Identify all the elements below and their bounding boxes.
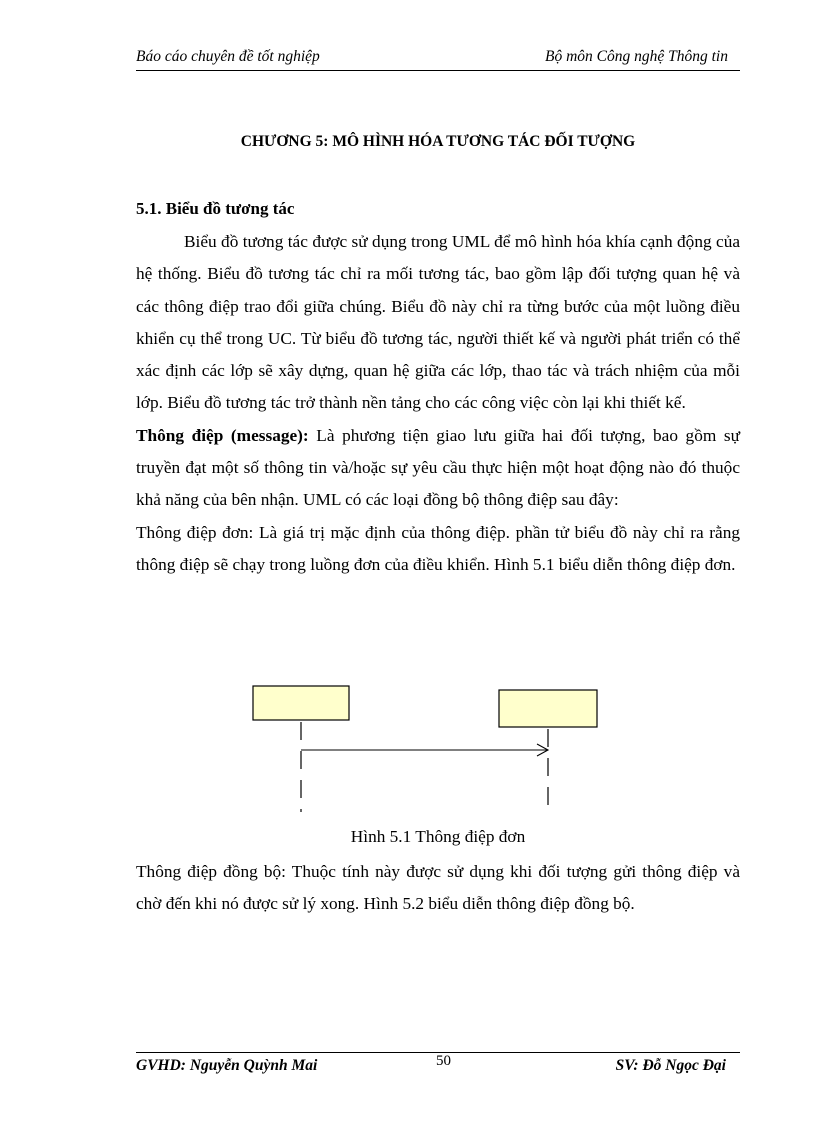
object-box-right	[499, 690, 597, 727]
arrow-head	[537, 744, 548, 756]
footer-left: GVHD: Nguyễn Quỳnh Mai	[136, 1057, 318, 1074]
message-term: Thông điệp (message):	[136, 425, 309, 445]
header-right: Bộ môn Công nghệ Thông tin	[545, 48, 728, 65]
page-number: 50	[436, 1053, 451, 1069]
sync-message-paragraph: Thông điệp đồng bộ: Thuộc tính này được sử dụng khi đối tượng gửi thông điệp và chờ đến khi nó được sử lý xong. Hình 5.2 biểu diễn thông điệp đồng bộ.	[136, 862, 740, 914]
message-paragraph	[136, 420, 740, 517]
page-footer	[136, 1052, 740, 1077]
object-box-left	[253, 686, 349, 720]
intro-paragraph: Biểu đồ tương tác được sử dụng trong UML để mô hình hóa khía cạnh động của hệ thống. Biểu đồ tương tác chỉ ra mối tương tác, bao gồm lập đối tượng quan hệ và các thông điệp trao đổi giữa chúng. Biểu đồ này chỉ ra từng bước của một luồng điều khiển cụ thể trong UC. Từ biểu đồ tương tác, người thiết kế và người phát triển có thể xác định các lớp sẽ xây dựng, quan hệ giữa các lớp, thao tác và trách nhiệm của mỗi lớp. Biểu đồ tương tác trở thành nền tảng cho các công việc còn lại khi thiết kế.	[136, 232, 740, 413]
body-text-2	[136, 856, 740, 921]
page-header	[136, 46, 740, 71]
simple-message-paragraph: Thông điệp đơn: Là giá trị mặc định của thông điệp. phần tử biểu đồ này chỉ ra rằng thông điệp sẽ chạy trong luồng đơn của điều khiển. Hình 5.1 biểu diễn thông điệp đơn.	[136, 522, 740, 574]
figure-caption: Hình 5.1 Thông điệp đơn	[350, 827, 526, 846]
header-left: Báo cáo chuyên đề tốt nghiệp	[136, 48, 320, 65]
footer-right: SV: Đỗ Ngọc Đại	[615, 1057, 726, 1074]
section-heading: 5.1. Biểu đồ tương tác	[136, 199, 295, 218]
message-definition: Là phương tiện giao lưu giữa hai đối tượng, bao gồm sự truyền đạt một số thông tin và/hoặc sự yêu cầu thực hiện một hoạt động nào đó thuộc khả năng của bên nhận. UML có các loại đồng bộ thông điệp sau đây:	[136, 425, 740, 510]
body-text	[136, 226, 740, 581]
chapter-title: CHƯƠNG 5: MÔ HÌNH HÓA TƯƠNG TÁC ĐỐI TƯỢNG	[240, 133, 636, 150]
